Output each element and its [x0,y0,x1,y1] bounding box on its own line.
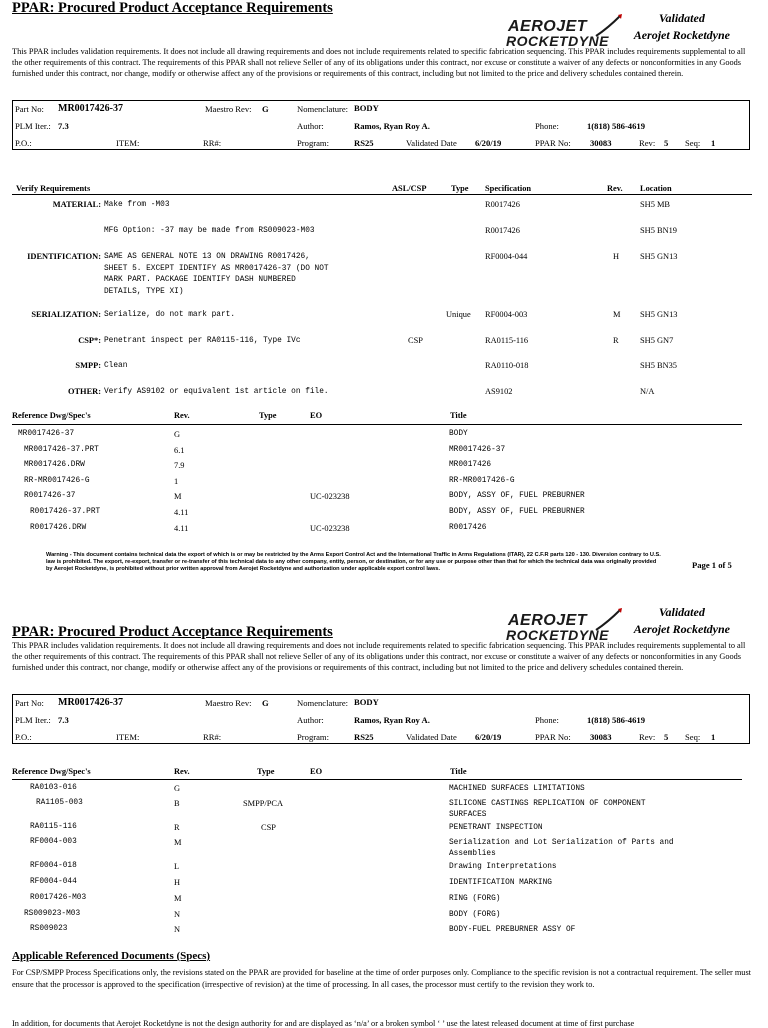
ref-title: MACHINED SURFACES LIMITATIONS [449,785,585,793]
ref-title: BODY-FUEL PREBURNER ASSY OF [449,926,576,934]
requirement-label: IDENTIFICATION: [27,252,101,261]
ref-rev: H [174,878,181,887]
ref-title: Serialization and Lot Serialization of Parts and Assemblies [449,839,674,858]
ref-rev: G [174,784,181,793]
additional-note: In addition, for documents that Aerojet Rocketdyne is not the design authority for and are displayed as ‘n/a’ or a broken symbol ‘ ’ use the latest released document at time of first purchase [12,1019,635,1028]
ref-title: MR0017426 [449,461,492,469]
requirement-label: SMPP: [75,361,101,370]
ref-title: R0017426 [449,524,487,532]
ref-rev: 6.1 [174,446,185,455]
ref-eo: UC-023238 [310,524,350,533]
ref-title: SILICONE CASTINGS REPLICATION OF COMPONENT SURFACES [449,800,646,819]
divider [12,779,742,780]
aerojet-rocketdyne-logo: AEROJET ROCKETDYNE [506,612,626,646]
divider [12,424,742,425]
location: SH5 BN19 [640,226,677,235]
ref-rev: G [174,430,181,439]
requirement-type: Unique [446,310,471,319]
requirement-label: OTHER: [67,387,101,396]
ref-dwg: MR0017426.DRW [24,461,85,469]
location: SH5 BN35 [640,361,677,370]
asl-csp: CSP [408,336,423,345]
location: SH5 GN13 [640,310,678,319]
ref-type: SMPP/PCA [243,799,284,808]
spec-rev: R [613,336,619,345]
specification: AS9102 [485,387,513,396]
part-header-box: Part No: MR0017426-37 Maestro Rev: G Nomenclature: BODY PLM Iter.: 7.3 Author: Ramos, Ryan Roy A. Phone: 1(818) 586-4619 P.O.: ITEM: RR#: Program: RS25 Validated Date 6/20/19 PPAR No: 30083 Rev: 5 Seq: 1 [12,694,750,744]
location: SH5 MB [640,200,671,209]
ref-dwg: RS009023-M03 [24,910,81,918]
ref-rev: 1 [174,477,179,486]
ref-dwg: R0017426-37.PRT [30,508,101,516]
requirement-text: Verify AS9102 or equivalent 1st article on file. [104,388,329,396]
page-title: PPAR: Procured Product Acceptance Requirements [12,624,333,640]
location: SH5 GN13 [640,252,678,261]
ref-dwg: RA0115-116 [30,823,77,831]
specification: RA0110-018 [485,361,529,370]
intro-paragraph: This PPAR includes validation requirements. It does not include all drawing requirements and does not include requirements related to specific fabrication sequencing. This PPAR includes requirements supplemental to all the other requirements of this contract. The requirements of this PPAR shall not relieve Seller of any of its obligations under this contract, nor excuse or constitute a waiver of any defects or nonconformities in any Goods furnished under this contract, nor change, modify or otherwise affect any of the provisions or requirements of this contract, including but not limited to the price and delivery schedules contained therein. [12,47,746,79]
ref-title: BODY, ASSY OF, FUEL PREBURNER [449,508,585,516]
ref-rev: 7.9 [174,461,185,470]
requirement-label: CSP*: [78,336,101,345]
ref-title: BODY, ASSY OF, FUEL PREBURNER [449,492,585,500]
ref-rev: N [174,910,181,919]
page-title: PPAR: Procured Product Acceptance Requirements [12,0,333,16]
part-header-box: Part No: MR0017426-37 Maestro Rev: G Nomenclature: BODY PLM Iter.: 7.3 Author: Ramos, Ryan Roy A. Phone: 1(818) 586-4619 P.O.: ITEM: RR#: Program: RS25 Validated Date 6/20/19 PPAR No: 30083 Rev: 5 Seq: 1 [12,100,750,150]
part-number: MR0017426-37 [58,697,123,708]
ref-dwg: RS009023 [30,925,68,933]
aerojet-rocketdyne-logo: AEROJET ROCKETDYNE [506,18,626,52]
requirement-text: Penetrant inspect per RA0115-116, Type IVc [104,337,301,345]
ref-dwg: RA1105-003 [36,799,83,807]
ref-rev: 4.11 [174,524,189,533]
requirement-text: MFG Option: -37 may be made from RS009023-M03 [104,227,315,235]
ref-dwg: MR0017426-37 [18,430,75,438]
spec-rev: M [613,310,621,319]
ref-dwg: R0017426-M03 [30,894,87,902]
part-number: MR0017426-37 [58,103,123,114]
specification: RF0004-044 [485,252,528,261]
specification: R0017426 [485,226,520,235]
requirement-label: MATERIAL: [52,200,101,209]
requirement-text: Serialize, do not mark part. [104,311,236,319]
ref-dwg: RF0004-003 [30,838,77,846]
specification: R0017426 [485,200,520,209]
ref-rev: B [174,799,180,808]
validated-stamp: Validated Aerojet Rocketdyne [633,11,730,42]
ref-eo: UC-023238 [310,492,350,501]
location: SH5 GN7 [640,336,674,345]
requirement-label: SERIALIZATION: [31,310,101,319]
location: N/A [640,387,655,396]
spec-rev: H [613,252,620,261]
ref-dwg: RR-MR0017426-G [24,477,90,485]
validated-stamp: Validated Aerojet Rocketdyne [633,605,730,636]
ref-dwg: RF0004-044 [30,878,77,886]
ref-dwg: RA0103-016 [30,784,77,792]
ref-title: MR0017426-37 [449,446,506,454]
ref-title: RR-MR0017426-G [449,477,515,485]
requirement-text: Make from -M03 [104,201,170,209]
rocket-swoosh-icon [594,608,624,632]
ref-dwg: RF0004-018 [30,862,77,870]
ref-rev: M [174,894,182,903]
ref-title: BODY (FORG) [449,911,501,919]
requirement-text: Clean [104,362,128,370]
requirement-text: SAME AS GENERAL NOTE 13 ON DRAWING R0017426, SHEET 5. EXCEPT IDENTIFY AS MR0017426-37 (DO NOT MARK PART. PACKAGE IDENTIFY DASH NUMBERED DETAILS, TYPE XI) [104,253,329,296]
ref-title: IDENTIFICATION MARKING [449,879,552,887]
ref-dwg: R0017426-37 [24,492,76,500]
ref-rev: L [174,862,180,871]
ref-rev: R [174,823,180,832]
ref-title: RING (FORG) [449,895,501,903]
itar-warning: Warning - This document contains technical data the export of which is or may be restricted by the Arms Export Control Act and the International Traffic in Arms Regulations (ITAR), 22 C.F.R parts 120 - 130. Diversion contrary to U.S. law is prohibited. The export, re-export, transfer or re-transfer of this technical data to any other company, entity, person, or destination, or for any use or purpose other than that for which the technical data was originally provided by Aerojet Rocketdyne, is prohibited without prior written approval from Aerojet Rocketdyne and authorization under applicable export control laws. [46,552,661,572]
divider [12,194,752,195]
ref-rev: 4.11 [174,508,189,517]
page-number: Page 1 of 5 [692,560,732,570]
specification: RF0004-003 [485,310,528,319]
applicable-documents-heading: Applicable Referenced Documents (Specs) [12,950,211,962]
ref-rev: M [174,838,182,847]
applicable-documents-text: For CSP/SMPP Process Specifications only, the revisions stated on the PPAR are provided for baseline at the time of order purposes only. Compliance to the specific revision is not a contractual requirement. The seller must ensure that the processor is approved to the specification (irrespective of revision) at the time of processing. In all cases, the processor must certify to the revision they work to. [12,968,751,989]
ref-rev: M [174,492,182,501]
ref-dwg: R0017426.DRW [30,524,87,532]
ref-dwg: MR0017426-37.PRT [24,446,99,454]
rocket-swoosh-icon [594,14,624,38]
intro-paragraph: This PPAR includes validation requirements. It does not include all drawing requirements and does not include requirements related to specific fabrication sequencing. This PPAR includes requirements supplemental to all the other requirements of this contract. The requirements of this PPAR shall not relieve Seller of any of its obligations under this contract, nor excuse or constitute a waiver of any defects or nonconformities in any Goods furnished under this contract, nor change, modify or otherwise affect any of the provisions or requirements of this contract, including but not limited to the price and delivery schedules contained therein. [12,641,746,673]
ref-type: CSP [261,823,276,832]
ref-title: BODY [449,430,468,438]
specification: RA0115-116 [485,336,529,345]
ref-rev: N [174,925,181,934]
ref-title: Drawing Interpretations [449,863,557,871]
ref-title: PENETRANT INSPECTION [449,824,543,832]
